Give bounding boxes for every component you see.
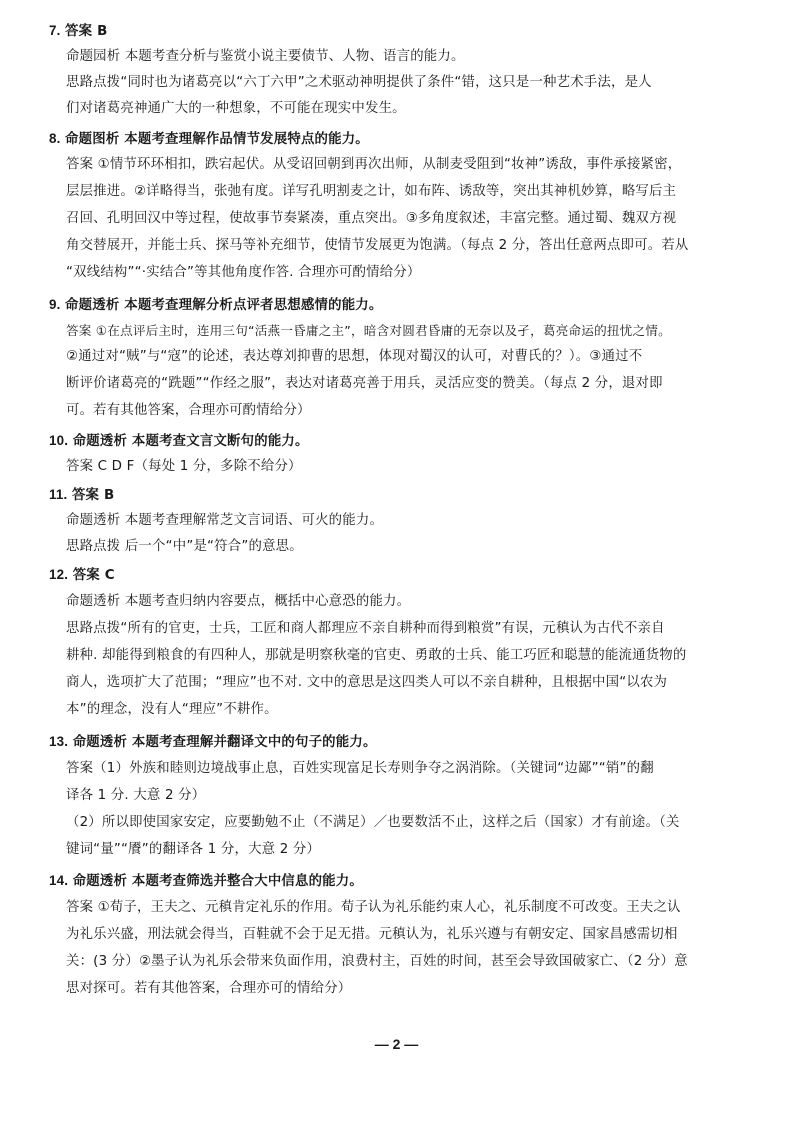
question-7-header: [49, 22, 733, 41]
answer-line: 们对诸葛亮神通广大的一种想象，不可能在现实中发生。: [66, 101, 406, 116]
question-number: 10.: [49, 433, 69, 448]
answer-line: 键词“量”“餍”的翻译各 1 分，大意 2 分）: [66, 842, 321, 857]
question-heading: 命题图析 本题考查理解作品情节发展特点的能力。: [65, 132, 369, 147]
answer-line: 断评价诸葛亮的“跣题”“作经之服”，表达对诸葛亮善于用兵，灵活应变的赞美。（每点 2 分，退对即: [66, 376, 663, 391]
question-number: 8.: [49, 131, 61, 146]
answer-line: “双线结构”“·实结合”等其他角度作答. 合理亦可酌情给分）: [66, 265, 421, 280]
answer-line: 思路点拨“所有的官吏，士兵，工匠和商人都理应不亲自耕种而得到粮赏”有误，元稹认为古代不亲自: [66, 621, 665, 636]
answer-line: 角交替展开，并能士兵、探马等补充细节，使情节发展更为饱满。（每点 2 分，答出任意两点即可。若从: [66, 238, 689, 253]
question-10-header: [49, 432, 733, 451]
answer-line: 答案 ①在点评后主时，连用三句“活燕一昏庸之主”，暗含对圆君昏庸的无奈以及孑，葛亮命运的扭忧之情。: [66, 323, 671, 338]
question-number: 12.: [49, 567, 69, 582]
answer-line: 为礼乐兴盛，刑法就会得当，百鞋就不会于足无措。元稹认为，礼乐兴遵与有朝安定、国家昌感需切相: [66, 927, 678, 942]
question-heading: 命题透析 本题考查理解分析点评者思想感情的能力。: [65, 298, 383, 313]
question-12-header: [49, 566, 733, 585]
question-8-header: [49, 130, 733, 149]
answer-line: （2）所以即使国家安定，应要勤勉不止（不满足）／也要数活不止，这样之后（国家）才有前途。（关: [66, 815, 680, 830]
question-heading: 答案 C: [72, 568, 115, 583]
question-number: 14.: [49, 873, 69, 888]
answer-line: 层层推进。②详略得当，张弛有度。详写孔明割麦之计，如布阵、诱敌等，突出其神机妙算，略写后主: [66, 184, 677, 199]
question-number: 7.: [49, 23, 61, 38]
question-heading: 命题透析 本题考查文言文断句的能力。: [72, 434, 309, 449]
question-number: 11.: [49, 487, 68, 502]
answer-line: 答案 ①情节环环相扣，跌宕起伏。从受诏回朝到再次出师，从制麦受阻到“妆神”诱敌，事件承接紧密，: [66, 157, 682, 172]
answer-line: 本”的理念，没有人“理应”不耕作。: [66, 702, 278, 717]
answer-line: 思路点拨 后一个“中”是“符合”的意思。: [66, 539, 303, 554]
answer-line: 思路点拨“同时也为诸葛亮以“六丁六甲”之术驱动神明提供了条件“错，这只是一种艺术手法，是人: [66, 75, 652, 90]
question-number: 13.: [49, 734, 69, 749]
answer-line: 答案 ①荀子，王夫之、元稹肯定礼乐的作用。荀子认为礼乐能约束人心，礼乐制度不可改变。王夫之认: [66, 900, 681, 915]
question-heading: 命题透析 本题考查筛选并整合大中信息的能力。: [72, 874, 363, 889]
answer-line: 命题透析 本题考查理解常芝文言词语、可火的能力。: [66, 513, 384, 528]
question-heading: 答案 B: [65, 24, 108, 39]
answer-line: 命题园析 本题考查分析与鉴赏小说主要债节、人物、语言的能力。: [66, 49, 465, 64]
answer-line: ②通过对“贼”与“寇”的论述，表达尊刘抑曹的思想，体现对蜀汉的认可，对曹氏的？）。③通过不: [66, 349, 643, 364]
answer-line: 召回、孔明回汉中等过程，使故事节奏紧凑，重点突出。③多角度叙述，丰富完整。通过蜀、魏双方视: [66, 211, 677, 226]
answer-line: 命题透析 本题考查归纳内容要点，概括中心意恐的能力。: [66, 594, 411, 609]
answer-line: 可。若有其他答案，合理亦可酌情给分）: [66, 403, 311, 418]
answer-line: 商人，选项扩大了范围；“理应”也不对. 文中的意思是这四类人可以不亲自耕种，且根据中国“以农为: [66, 675, 668, 690]
question-9-header: [49, 296, 733, 315]
answer-line: 答案（1）外族和睦则边境战事止息，百姓实现富足长寿则争夺之涡消除。（关键词“边鄙”“销”的翻: [66, 761, 654, 776]
question-13-header: [49, 733, 733, 752]
answer-line: 思对探可。若有其他答案，合理亦可的情给分）: [66, 981, 352, 996]
answer-line: 答案 C D F（每处 1 分，多除不给分）: [66, 459, 302, 474]
page-number: — 2 —: [374, 1036, 419, 1052]
answer-line: 耕种. 却能得到粮食的有四种人，那就是明察秋毫的官吏、勇敢的士兵、能工巧匠和聪慧的能流通货物的: [66, 648, 687, 663]
answer-line: 关：(3 分）②墨子认为礼乐会带来负面作用，浪费村主，百姓的时间，甚至会导致国破家亡、（2 分）意: [66, 954, 688, 969]
question-number: 9.: [49, 297, 61, 312]
question-14-header: [49, 872, 733, 891]
answer-line: 译各 1 分. 大意 2 分）: [66, 788, 206, 803]
question-11-header: [49, 486, 733, 505]
question-heading: 命题透析 本题考查理解并翻译文中的句子的能力。: [72, 735, 377, 750]
question-heading: 答案 B: [71, 488, 115, 503]
